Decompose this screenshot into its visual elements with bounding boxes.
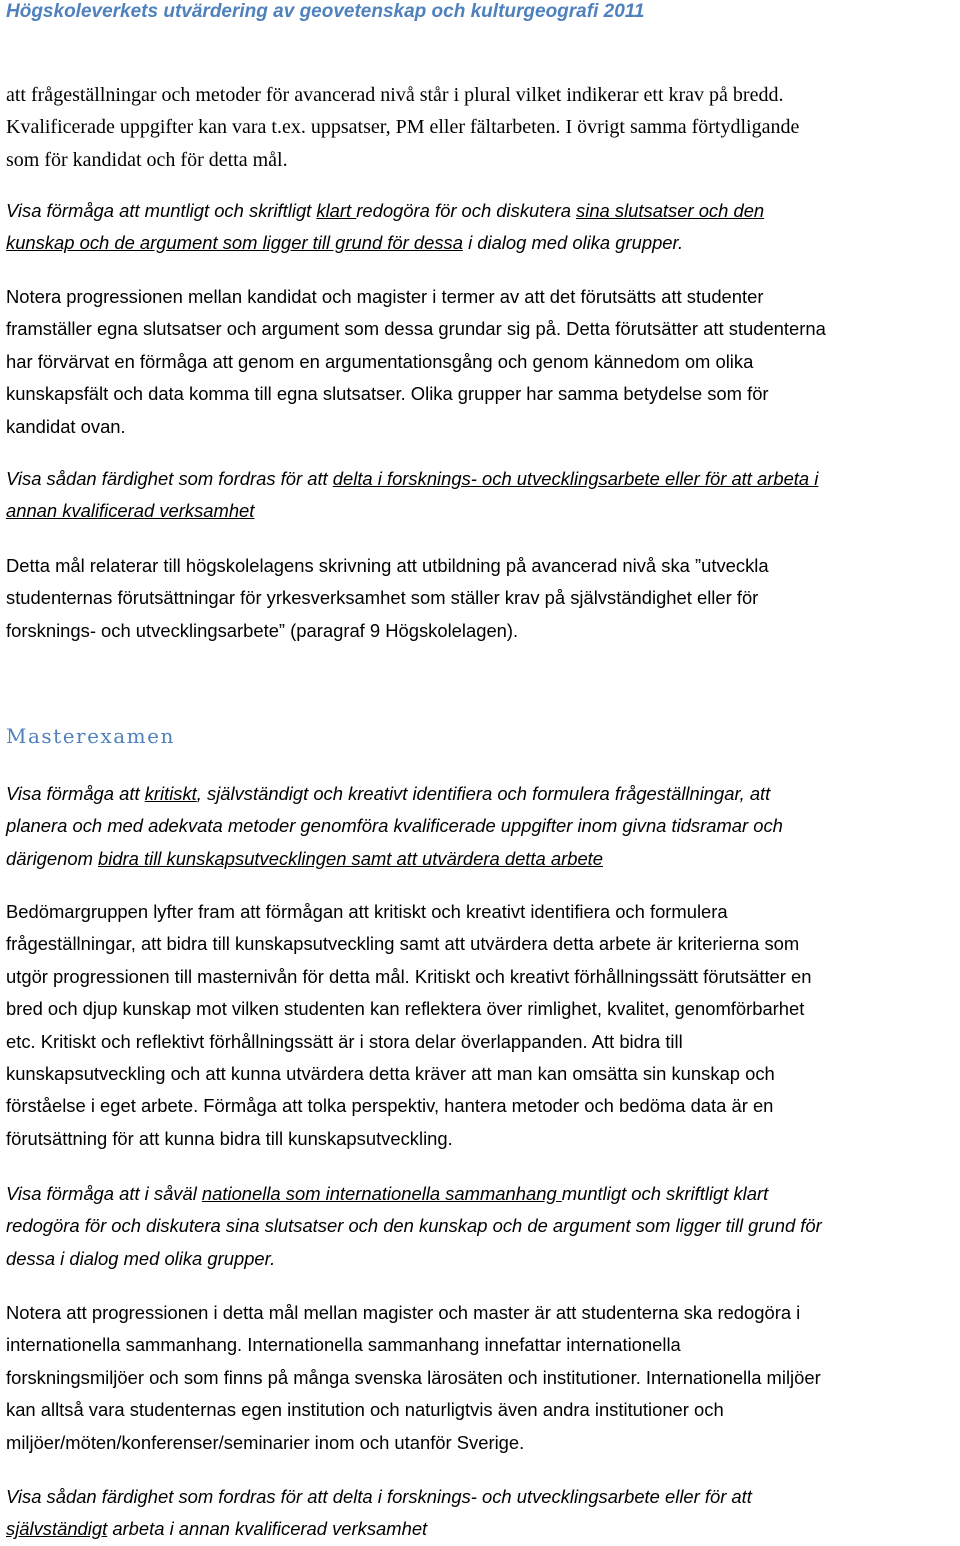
master-comment-paragraph-1	[6, 896, 960, 1155]
text-line: studenternas förutsättningar för yrkesverksamhet som ställer krav på självständighet eller för	[6, 587, 759, 609]
text-line: Detta mål relaterar till högskolelagens skrivning att utbildning på avancerad nivå ska ”utveckla	[6, 555, 769, 576]
text-line: Visa förmåga att i såväl nationella som internationella sammanhang muntligt och skriftligt klart	[6, 1183, 769, 1204]
text-line: Visa förmåga att kritiskt, självständigt och kreativt identifiera och formulera frågeställningar, att	[6, 783, 771, 804]
text-line: redogöra för och diskutera sina slutsatser och den kunskap och de argument som ligger till grund för	[6, 1215, 822, 1237]
comment-paragraph-2	[6, 550, 960, 647]
text-line: Visa förmåga att muntligt och skriftligt klart redogöra för och diskutera sina slutsatser och den	[6, 200, 765, 221]
page-header: Högskoleverkets utvärdering av geovetenskap och kulturgeografi 2011	[6, 1, 645, 22]
text-line: kunskapsutveckling och att kunna utvärdera detta kräver att man kan omsätta sin kunskap och	[6, 1062, 775, 1084]
text-line: självständigt arbeta i annan kvalificerad verksamhet	[6, 1518, 428, 1540]
text-line: att frågeställningar och metoder för avancerad nivå står i plural vilket indikerar ett krav på bredd.	[6, 84, 784, 106]
text-line: forsknings- och utvecklingsarbete” (paragraf 9 Högskolelagen).	[6, 619, 519, 641]
text-line: kunskap och de argument som ligger till grund för dessa i dialog med olika grupper.	[6, 232, 684, 254]
text-line: kandidat ovan.	[6, 415, 126, 437]
text-line: kunskapsfält och data komma till egna slutsatser. Olika grupper har samma betydelse som för	[6, 383, 769, 405]
text-line: därigenom bidra till kunskapsutvecklingen samt att utvärdera detta arbete	[6, 847, 604, 869]
comment-paragraph-1	[6, 281, 960, 443]
text-line: dessa i dialog med olika grupper.	[6, 1247, 276, 1269]
text-line: planera och med adekvata metoder genomföra kvalificerade uppgifter inom givna tidsramar och	[6, 815, 783, 837]
text-line: annan kvalificerad verksamhet	[6, 500, 255, 522]
goal-paragraph-1	[6, 195, 960, 260]
text-line: har förvärvat en förmåga att genom en argumentationsgång och genom kännedom om olika	[6, 350, 754, 372]
text-line: utgör progressionen till masternivån för detta mål. Kritiskt och kreativt förhållningssätt förutsätter en	[6, 965, 812, 987]
text-line: förutsättning för att kunna bidra till kunskapsutveckling.	[6, 1127, 453, 1149]
text-line: etc. Kritiskt och reflektivt förhållningssätt är i stora delar överlappanden. Att bidra till	[6, 1030, 683, 1052]
master-comment-paragraph-2	[6, 1297, 960, 1459]
goal-paragraph-2	[6, 463, 960, 528]
text-line: frågeställningar, att bidra till kunskapsutveckling samt att utvärdera detta arbete är kriterierna som	[6, 933, 800, 955]
text-line: forskningsmiljöer och som finns på många svenska lärosäten och institutioner. Internationella miljöer	[6, 1366, 821, 1388]
text-line: Visa sådan färdighet som fordras för att delta i forsknings- och utvecklingsarbete eller för att arbeta i	[6, 468, 819, 489]
text-line: bred och djup kunskap mot vilken studenten kan reflektera över rimlighet, kvalitet, genomförbarhet	[6, 998, 805, 1020]
text-line: Notera att progressionen i detta mål mellan magister och master är att studenterna ska redogöra i	[6, 1302, 801, 1323]
text-line: Kvalificerade uppgifter kan vara t.ex. uppsatser, PM eller fältarbeten. I övrigt samma förtydligande	[6, 116, 800, 139]
text-line: miljöer/möten/konferenser/seminarier inom och utanför Sverige.	[6, 1431, 525, 1453]
text-line: Bedömargruppen lyfter fram att förmågan att kritiskt och kreativt identifiera och formulera	[6, 901, 728, 922]
text-line: förståelse i eget arbete. Förmåga att tolka perspektiv, hantera metoder och bedöma data är en	[6, 1095, 774, 1117]
text-line: Notera progressionen mellan kandidat och magister i termer av att det förutsätts att studenter	[6, 286, 764, 307]
section-heading: Masterexamen	[6, 724, 175, 748]
text-line: som för kandidat och för detta mål.	[6, 148, 288, 171]
text-line: kan alltså vara studenternas egen institution och naturligtvis även andra institutioner och	[6, 1399, 724, 1421]
master-goal-paragraph-3	[6, 1481, 960, 1546]
text-line: internationella sammanhang. Internationella sammanhang innefattar internationella	[6, 1334, 681, 1356]
master-goal-paragraph-2	[6, 1178, 960, 1275]
paragraph-intro	[6, 79, 960, 176]
master-goal-paragraph-1	[6, 778, 960, 875]
text-line: framställer egna slutsatser och argument som dessa grundar sig på. Detta förutsätter att studenterna	[6, 318, 826, 340]
text-line: Visa sådan färdighet som fordras för att delta i forsknings- och utvecklingsarbete eller för att	[6, 1486, 752, 1507]
